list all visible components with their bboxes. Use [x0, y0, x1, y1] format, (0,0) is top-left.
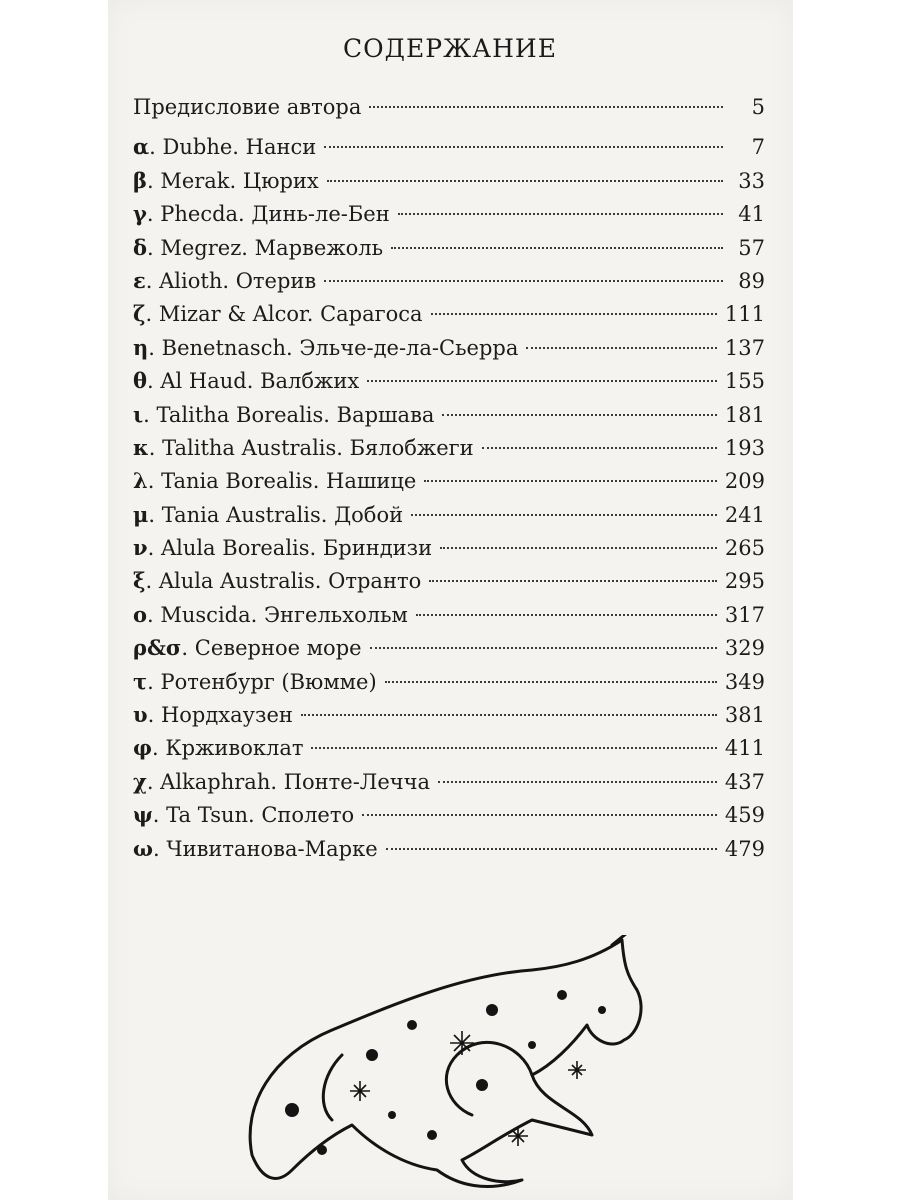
toc-symbol: ξ	[133, 568, 146, 594]
toc-symbol: ζ	[133, 301, 146, 327]
dot-leader	[391, 247, 723, 249]
toc-page-number: 33	[738, 168, 765, 193]
dot-leader	[367, 380, 717, 382]
toc-title: Muscida. Энгельхольм	[160, 602, 408, 627]
toc-row: ν . Alula Borealis. Бриндизи 265	[133, 533, 765, 566]
toc-symbol: ρ&σ	[133, 635, 182, 661]
dot-leader	[424, 480, 717, 482]
toc-title: Крживоклат	[165, 736, 304, 761]
dot-leader	[386, 848, 717, 850]
toc-symbol: η	[133, 334, 149, 360]
toc-page-number: 381	[724, 703, 765, 728]
toc-title: Talitha Borealis. Варшава	[156, 402, 435, 427]
toc-title: Alula Borealis. Бриндизи	[160, 536, 433, 561]
toc-symbol: ι	[133, 401, 144, 427]
toc-page-number: 57	[738, 235, 765, 260]
toc-symbol: μ	[133, 501, 149, 527]
toc-row: η . Benetnasch. Эльче-де-ла-Сьерра 137	[133, 333, 765, 366]
toc-row: κ . Talitha Australis. Бялобжеги 193	[133, 433, 765, 466]
toc-title: Tania Borealis. Нашице	[161, 469, 417, 494]
toc-page-number: 295	[724, 569, 765, 594]
toc-row: θ . Al Haud. Валбжих 155	[133, 366, 765, 399]
toc-page-number: 265	[724, 536, 765, 561]
toc-symbol: ο	[133, 601, 148, 627]
toc-symbol: γ	[133, 201, 147, 227]
toc-page-number: 209	[724, 469, 765, 494]
toc-title: Dubhe. Нанси	[162, 135, 317, 160]
toc-symbol: υ	[133, 702, 148, 728]
dot-leader	[440, 547, 717, 549]
toc-title: Alkaphrah. Понте-Лечча	[160, 769, 431, 794]
toc-page-number: 137	[724, 335, 765, 360]
toc-title: Alioth. Отерив	[159, 268, 317, 293]
dot-leader	[416, 614, 717, 616]
toc-row: ξ . Alula Australis. Отранто 295	[133, 566, 765, 599]
toc-row: γ . Phecda. Динь-ле-Бен 41	[133, 199, 765, 232]
toc-symbol: ε	[133, 267, 146, 293]
toc-title: Предисловие автора	[133, 95, 362, 119]
dot-leader	[311, 747, 716, 749]
toc-title: Чивитанова-Марке	[166, 836, 378, 861]
toc-title: Alula Australis. Отранто	[158, 569, 422, 594]
toc-row: φ . Крживоклат 411	[133, 733, 765, 766]
table-of-contents	[133, 92, 765, 867]
toc-row: υ . Нордхаузен 381	[133, 700, 765, 733]
toc-page-number: 459	[724, 803, 765, 828]
dot-leader	[301, 714, 717, 716]
toc-row: λ . Tania Borealis. Нашице 209	[133, 466, 765, 499]
toc-row: μ . Tania Australis. Добой 241	[133, 500, 765, 533]
dot-leader	[482, 447, 717, 449]
toc-title: Megrez. Марвежоль	[160, 235, 384, 260]
toc-symbol: τ	[133, 668, 148, 694]
toc-page-number: 479	[724, 836, 765, 861]
toc-symbol: α	[133, 134, 150, 160]
toc-page-number: 241	[724, 502, 765, 527]
toc-title: Северное море	[194, 636, 362, 661]
toc-row: β . Merak. Цюрих 33	[133, 166, 765, 199]
toc-symbol: λ	[133, 468, 148, 494]
toc-title: Mizar & Alcor. Сарагоса	[158, 302, 423, 327]
toc-title: Tania Australis. Добой	[161, 502, 404, 527]
toc-page-number: 111	[724, 302, 765, 327]
toc-page-number: 193	[724, 435, 765, 460]
toc-row: ζ . Mizar & Alcor. Сарагоса 111	[133, 299, 765, 332]
dot-leader	[526, 347, 717, 349]
dot-leader	[431, 313, 717, 315]
toc-page-number: 329	[724, 636, 765, 661]
toc-row: ψ . Ta Tsun. Сполето 459	[133, 800, 765, 833]
dot-leader	[411, 514, 717, 516]
toc-title: Merak. Цюрих	[160, 168, 319, 193]
toc-title: Al Haud. Валбжих	[160, 369, 360, 394]
dot-leader	[385, 681, 717, 683]
toc-title: Talitha Australis. Бялобжеги	[162, 435, 474, 460]
toc-row: δ . Megrez. Марвежоль 57	[133, 233, 765, 266]
toc-row: α . Dubhe. Нанси 7	[133, 132, 765, 165]
dot-leader	[442, 414, 716, 416]
toc-row: χ . Alkaphrah. Понте-Лечча 437	[133, 767, 765, 800]
toc-page-number: 41	[738, 202, 765, 227]
dot-leader	[370, 647, 717, 649]
dot-leader	[429, 580, 717, 582]
toc-row: τ . Ротенбург (Вюмме) 349	[133, 667, 765, 700]
toc-symbol: ν	[133, 535, 148, 561]
toc-symbol: ω	[133, 835, 153, 861]
dot-leader	[324, 146, 723, 148]
dot-leader	[398, 213, 723, 215]
toc-symbol: φ	[133, 735, 153, 761]
toc-symbol: χ	[133, 768, 147, 794]
toc-page-number: 181	[724, 402, 765, 427]
dot-leader	[362, 814, 717, 816]
toc-row: ι . Talitha Borealis. Варшава 181	[133, 400, 765, 433]
toc-title: Нордхаузен	[160, 703, 293, 728]
toc-symbol: ψ	[133, 802, 153, 828]
toc-row: ο . Muscida. Энгельхольм 317	[133, 600, 765, 633]
toc-title: Phecda. Динь-ле-Бен	[160, 202, 390, 227]
toc-page-number: 5	[751, 95, 765, 119]
toc-title: Benetnasch. Эльче-де-ла-Сьерра	[161, 335, 519, 360]
toc-page-number: 317	[724, 602, 765, 627]
page-title: СОДЕРЖАНИЕ	[343, 34, 557, 63]
toc-symbol: β	[133, 167, 147, 193]
dot-leader	[438, 781, 717, 783]
toc-title: Ta Tsun. Сполето	[166, 803, 355, 828]
dot-leader	[324, 280, 723, 282]
toc-row: ε . Alioth. Отерив 89	[133, 266, 765, 299]
toc-symbol: κ	[133, 434, 149, 460]
toc-page-number: 349	[724, 669, 765, 694]
dot-leader	[327, 180, 723, 182]
toc-row: ω . Чивитанова-Марке 479	[133, 834, 765, 867]
toc-page-number: 155	[724, 369, 765, 394]
toc-title: Ротенбург (Вюмме)	[160, 669, 377, 694]
toc-symbol: δ	[133, 234, 148, 260]
toc-symbol: θ	[133, 368, 148, 394]
toc-page-number: 411	[724, 736, 765, 761]
toc-entries	[133, 132, 765, 867]
toc-row-preface	[133, 92, 765, 125]
toc-row: ρ&σ . Северное море 329	[133, 633, 765, 666]
dot-leader	[369, 106, 723, 108]
toc-page-number: 7	[751, 135, 765, 160]
toc-page-number: 437	[724, 769, 765, 794]
toc-page-number: 89	[738, 268, 765, 293]
constellation-bear-icon	[232, 935, 652, 1195]
